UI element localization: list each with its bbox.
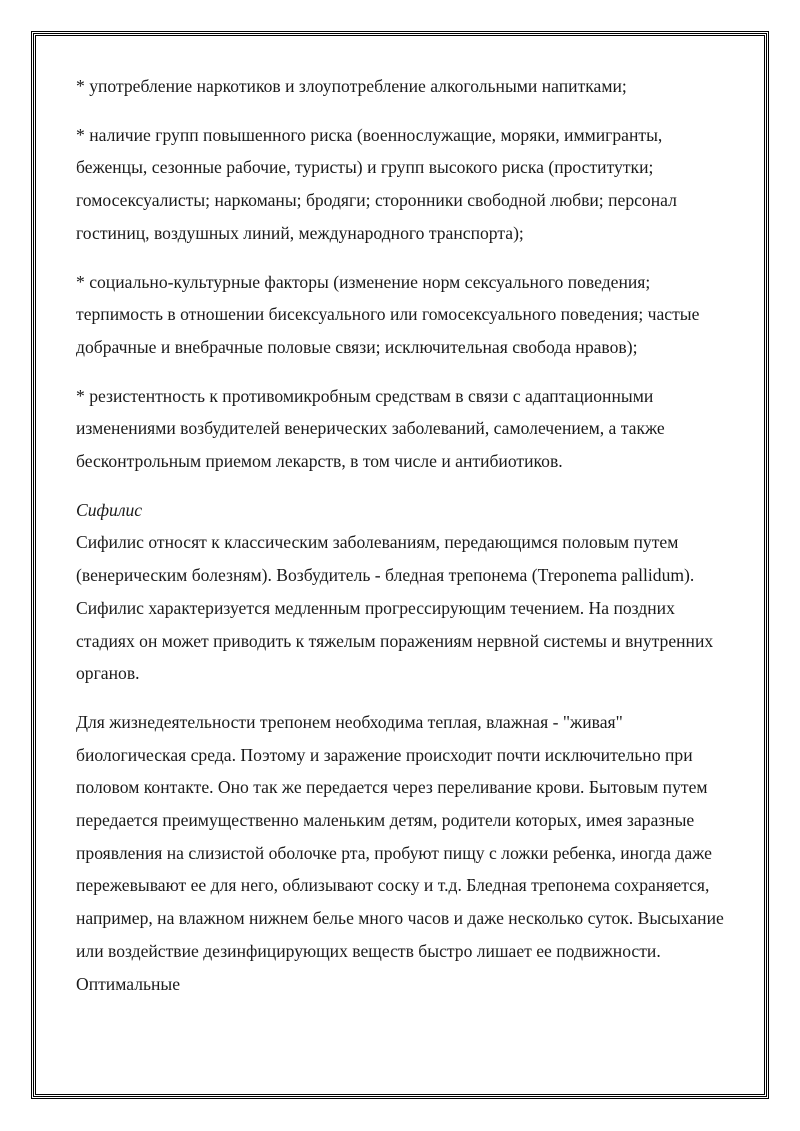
document-body: [76, 70, 736, 1016]
section-heading: Сифилис: [76, 499, 143, 520]
risk-factor-paragraph: * резистентность к противомикробным средствам в связи с адаптационными изменениями возбудителей венерических заболеваний, самолечением, а также бесконтрольным приемом лекарств, в том числе и антибиотиков.: [76, 385, 665, 472]
body-paragraph: Сифилис относят к классическим заболеваниям, передающимся половым путем (венерическим болезням). Возбудитель - бледная трепонема (Treponema pallidum). Сифилис характеризуется медленным прогрессирующим течением. На поздних стадиях он может приводить к тяжелым поражениям нервной системы и внутренних органов.: [76, 532, 714, 684]
risk-factor-paragraph: * употребление наркотиков и злоупотребление алкогольными напитками;: [76, 76, 627, 96]
body-paragraph: Для жизнедеятельности трепонем необходима теплая, влажная - "живая" биологическая среда. Поэтому и заражение происходит почти исключительно при половом контакте. Оно так же передается через переливание крови. Бытовым путем передается преимущественно маленьким детям, родители которых, имея заразные проявления на слизистой оболочке рта, пробуют пищу с ложки ребенка, иногда даже пережевывают ее для него, облизывают соску и т.д. Бледная трепонема сохраняется, например, на влажном нижнем белье много часов и даже несколько суток. Высыхание или воздействие дезинфицирующих веществ быстро лишает ее подвижности. Оптимальные: [76, 711, 724, 994]
risk-factor-paragraph: * социально-культурные факторы (изменение норм сексуального поведения; терпимость в отношении бисексуального или гомосексуального поведения; частые добрачные и внебрачные половые связи; исключительная свобода нравов);: [76, 271, 700, 357]
risk-factor-paragraph: * наличие групп повышенного риска (военнослужащие, моряки, иммигранты, беженцы, сезонные рабочие, туристы) и групп высокого риска (проститутки; гомосексуалисты; наркоманы; бродяги; сторонники свободной любви; персонал гостиниц, воздушных линий, международного транспорта);: [76, 124, 677, 243]
